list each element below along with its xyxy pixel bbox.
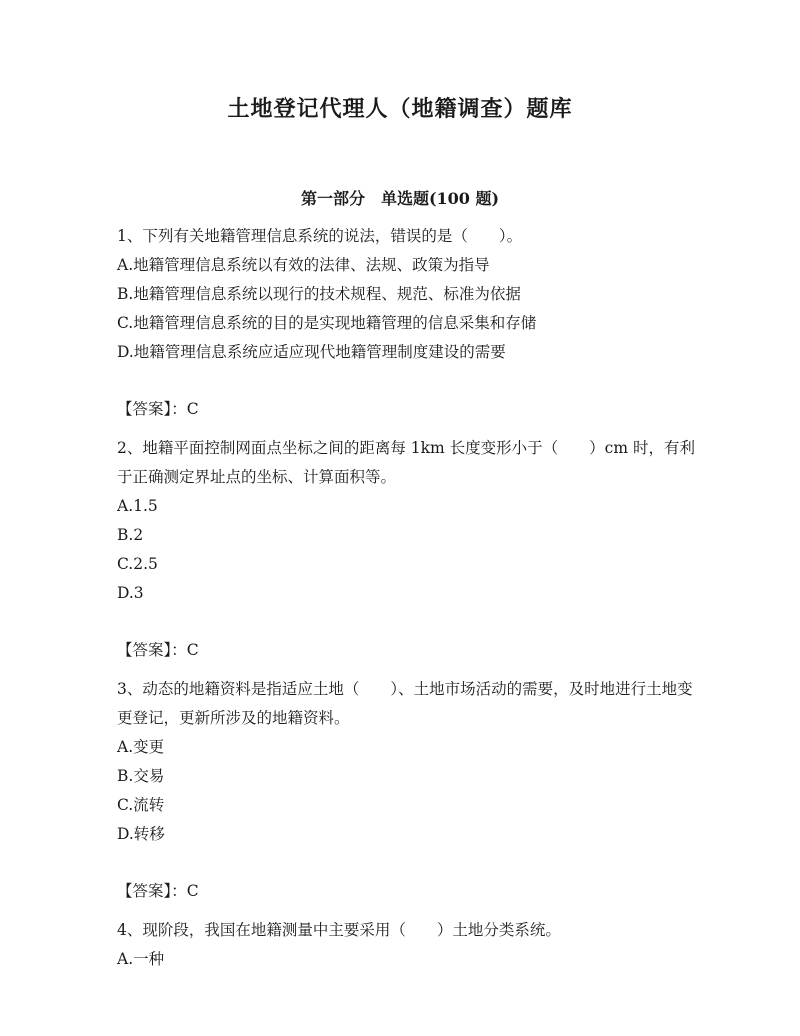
answer: 【答案】：C [117, 400, 199, 418]
question-2 [117, 434, 697, 665]
option-b: B.交易 [117, 767, 165, 785]
page-title: 土地登记代理人（地籍调查）题库 [227, 96, 573, 122]
option-b: B.地籍管理信息系统以现行的技术规程、规范、标准为依据 [117, 285, 521, 303]
option-a: A.变更 [117, 738, 165, 756]
question-1 [117, 222, 697, 424]
option-d: D.转移 [117, 825, 165, 843]
option-d: D.3 [117, 584, 144, 602]
option-c: C.地籍管理信息系统的目的是实现地籍管理的信息采集和存储 [117, 314, 537, 332]
question-list [117, 222, 697, 974]
question-stem: 2、地籍平面控制网面点坐标之间的距离每 1km 长度变形小于（ ）cm 时，有利于正确测定界址点的坐标、计算面积等。 [117, 439, 695, 486]
option-a: A.一种 [117, 950, 165, 968]
question-stem: 1、下列有关地籍管理信息系统的说法，错误的是（ ）。 [117, 227, 523, 245]
question-stem: 4、现阶段，我国在地籍测量中主要采用（ ）土地分类系统。 [117, 921, 561, 939]
option-a: A.地籍管理信息系统以有效的法律、法规、政策为指导 [117, 256, 490, 274]
question-stem: 3、动态的地籍资料是指适应土地（ ）、土地市场活动的需要，及时地进行土地变更登记，更新所涉及的地籍资料。 [117, 680, 693, 727]
option-a: A.1.5 [117, 497, 158, 515]
option-b: B.2 [117, 526, 144, 544]
option-d: D.地籍管理信息系统应适应现代地籍管理制度建设的需要 [117, 343, 506, 361]
answer: 【答案】：C [117, 882, 199, 900]
option-c: C.2.5 [117, 555, 158, 573]
question-3 [117, 675, 697, 906]
section-title: 第一部分 单选题(100 题) [300, 189, 500, 208]
option-c: C.流转 [117, 796, 165, 814]
answer: 【答案】：C [117, 641, 199, 659]
question-4 [117, 916, 697, 974]
